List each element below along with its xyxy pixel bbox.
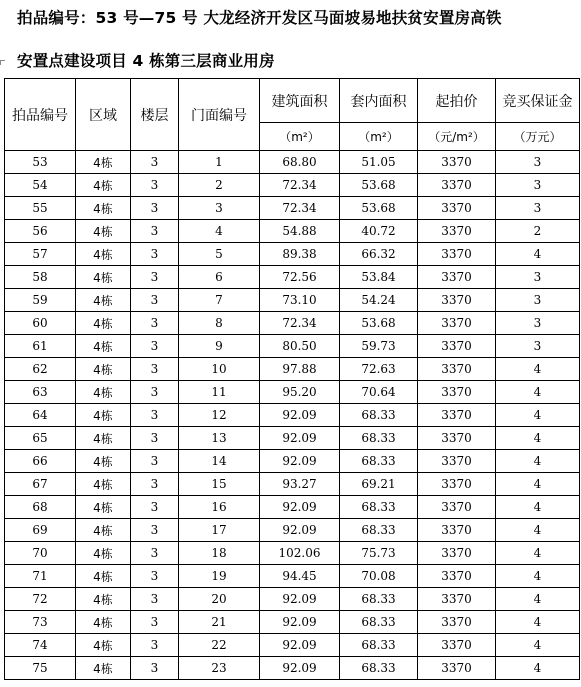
cell-region: 4栋: [76, 289, 131, 312]
cell-region: 4栋: [76, 427, 131, 450]
cell-build-area: 92.09: [260, 496, 340, 519]
cell-inner-area: 40.72: [340, 220, 418, 243]
cell-start-price: 3370: [418, 519, 496, 542]
cell-lot-no: 53: [5, 151, 76, 174]
cell-deposit: 4: [496, 588, 580, 611]
cell-inner-area: 68.33: [340, 519, 418, 542]
cell-region: 4栋: [76, 151, 131, 174]
cell-region: 4栋: [76, 450, 131, 473]
cell-build-area: 68.80: [260, 151, 340, 174]
cell-deposit: 3: [496, 197, 580, 220]
cell-floor: 3: [131, 289, 179, 312]
cell-deposit: 4: [496, 243, 580, 266]
cell-start-price: 3370: [418, 151, 496, 174]
cell-inner-area: 54.24: [340, 289, 418, 312]
cell-floor: 3: [131, 220, 179, 243]
cell-deposit: 2: [496, 220, 580, 243]
cell-deposit: 3: [496, 312, 580, 335]
cell-start-price: 3370: [418, 473, 496, 496]
cell-start-price: 3370: [418, 381, 496, 404]
cell-shop-no: 4: [179, 220, 260, 243]
cell-region: 4栋: [76, 404, 131, 427]
cell-lot-no: 59: [5, 289, 76, 312]
table-row: [5, 519, 580, 542]
cell-shop-no: 17: [179, 519, 260, 542]
cell-start-price: 3370: [418, 358, 496, 381]
cell-inner-area: 59.73: [340, 335, 418, 358]
cell-deposit: 4: [496, 404, 580, 427]
cell-lot-no: 64: [5, 404, 76, 427]
cell-floor: 3: [131, 197, 179, 220]
cell-inner-area: 68.33: [340, 496, 418, 519]
table-row: [5, 611, 580, 634]
cell-floor: 3: [131, 519, 179, 542]
cell-region: 4栋: [76, 519, 131, 542]
cell-inner-area: 68.33: [340, 634, 418, 657]
cell-floor: 3: [131, 588, 179, 611]
cell-floor: 3: [131, 565, 179, 588]
cell-inner-area: 53.68: [340, 312, 418, 335]
cell-region: 4栋: [76, 243, 131, 266]
cell-floor: 3: [131, 151, 179, 174]
cell-build-area: 72.34: [260, 174, 340, 197]
cell-region: 4栋: [76, 197, 131, 220]
cell-build-area: 92.09: [260, 519, 340, 542]
header-start-price-unit: （元/m²）: [418, 123, 496, 151]
cell-shop-no: 18: [179, 542, 260, 565]
cell-shop-no: 3: [179, 197, 260, 220]
cell-shop-no: 8: [179, 312, 260, 335]
cell-deposit: 4: [496, 657, 580, 680]
cell-lot-no: 75: [5, 657, 76, 680]
cell-deposit: 4: [496, 519, 580, 542]
cell-deposit: 4: [496, 358, 580, 381]
table-row: [5, 473, 580, 496]
cell-lot-no: 71: [5, 565, 76, 588]
cell-shop-no: 13: [179, 427, 260, 450]
header-deposit-unit: （万元）: [496, 123, 580, 151]
cell-floor: 3: [131, 266, 179, 289]
cell-start-price: 3370: [418, 404, 496, 427]
table-row: [5, 289, 580, 312]
cell-floor: 3: [131, 335, 179, 358]
table-row: [5, 404, 580, 427]
cell-lot-no: 69: [5, 519, 76, 542]
cell-region: 4栋: [76, 588, 131, 611]
cell-build-area: 92.09: [260, 657, 340, 680]
table-row: [5, 151, 580, 174]
table-header: [5, 79, 580, 151]
cell-shop-no: 7: [179, 289, 260, 312]
table-row: [5, 197, 580, 220]
cell-region: 4栋: [76, 381, 131, 404]
cell-start-price: 3370: [418, 450, 496, 473]
cell-shop-no: 20: [179, 588, 260, 611]
cell-floor: 3: [131, 496, 179, 519]
cell-deposit: 3: [496, 266, 580, 289]
cell-deposit: 3: [496, 335, 580, 358]
cell-build-area: 102.06: [260, 542, 340, 565]
cell-deposit: 4: [496, 427, 580, 450]
cell-start-price: 3370: [418, 289, 496, 312]
cell-region: 4栋: [76, 174, 131, 197]
cell-build-area: 72.34: [260, 312, 340, 335]
cell-floor: 3: [131, 243, 179, 266]
cell-shop-no: 12: [179, 404, 260, 427]
table-row: [5, 657, 580, 680]
cell-floor: 3: [131, 381, 179, 404]
cell-start-price: 3370: [418, 335, 496, 358]
header-inner-area: 套内面积: [340, 79, 418, 123]
cell-floor: 3: [131, 473, 179, 496]
cell-region: 4栋: [76, 634, 131, 657]
header-start-price: 起拍价: [418, 79, 496, 123]
cell-floor: 3: [131, 174, 179, 197]
cell-inner-area: 51.05: [340, 151, 418, 174]
cell-shop-no: 19: [179, 565, 260, 588]
table-row: [5, 335, 580, 358]
cell-shop-no: 6: [179, 266, 260, 289]
cell-inner-area: 68.33: [340, 404, 418, 427]
cell-floor: 3: [131, 358, 179, 381]
cell-deposit: 3: [496, 289, 580, 312]
cell-region: 4栋: [76, 312, 131, 335]
table-row: [5, 381, 580, 404]
table-body: [5, 151, 580, 680]
cell-build-area: 93.27: [260, 473, 340, 496]
cell-start-price: 3370: [418, 174, 496, 197]
cell-floor: 3: [131, 542, 179, 565]
cell-lot-no: 72: [5, 588, 76, 611]
cell-start-price: 3370: [418, 220, 496, 243]
cell-lot-no: 61: [5, 335, 76, 358]
header-shop-no: 门面编号: [179, 79, 260, 151]
cell-inner-area: 66.32: [340, 243, 418, 266]
table-row: [5, 220, 580, 243]
cell-lot-no: 56: [5, 220, 76, 243]
table-row: [5, 358, 580, 381]
cell-build-area: 92.09: [260, 450, 340, 473]
cell-inner-area: 53.84: [340, 266, 418, 289]
cell-inner-area: 68.33: [340, 427, 418, 450]
table-row: [5, 243, 580, 266]
auction-lots-table: [4, 78, 580, 680]
cell-region: 4栋: [76, 565, 131, 588]
cell-shop-no: 1: [179, 151, 260, 174]
cell-build-area: 72.34: [260, 197, 340, 220]
page-corner-mark: [0, 60, 5, 65]
cell-start-price: 3370: [418, 657, 496, 680]
cell-region: 4栋: [76, 542, 131, 565]
cell-build-area: 92.09: [260, 404, 340, 427]
cell-floor: 3: [131, 404, 179, 427]
cell-inner-area: 68.33: [340, 450, 418, 473]
table-row: [5, 496, 580, 519]
cell-shop-no: 10: [179, 358, 260, 381]
cell-shop-no: 15: [179, 473, 260, 496]
cell-deposit: 4: [496, 473, 580, 496]
document-title-line-1: 拍品编号：53 号—75 号 大龙经济开发区马面坡易地扶贫安置房高铁: [17, 9, 502, 27]
cell-shop-no: 2: [179, 174, 260, 197]
cell-floor: 3: [131, 427, 179, 450]
cell-inner-area: 53.68: [340, 197, 418, 220]
cell-start-price: 3370: [418, 197, 496, 220]
cell-lot-no: 55: [5, 197, 76, 220]
cell-deposit: 4: [496, 381, 580, 404]
cell-start-price: 3370: [418, 496, 496, 519]
cell-shop-no: 5: [179, 243, 260, 266]
cell-inner-area: 69.21: [340, 473, 418, 496]
cell-start-price: 3370: [418, 312, 496, 335]
cell-deposit: 3: [496, 151, 580, 174]
table-row: [5, 634, 580, 657]
cell-inner-area: 68.33: [340, 657, 418, 680]
table-row: [5, 450, 580, 473]
cell-region: 4栋: [76, 657, 131, 680]
cell-start-price: 3370: [418, 266, 496, 289]
cell-lot-no: 73: [5, 611, 76, 634]
cell-build-area: 95.20: [260, 381, 340, 404]
cell-build-area: 92.09: [260, 588, 340, 611]
cell-lot-no: 57: [5, 243, 76, 266]
cell-inner-area: 72.63: [340, 358, 418, 381]
cell-floor: 3: [131, 450, 179, 473]
cell-shop-no: 14: [179, 450, 260, 473]
header-lot-no: 拍品编号: [5, 79, 76, 151]
cell-shop-no: 23: [179, 657, 260, 680]
cell-build-area: 73.10: [260, 289, 340, 312]
cell-lot-no: 62: [5, 358, 76, 381]
cell-build-area: 80.50: [260, 335, 340, 358]
cell-inner-area: 68.33: [340, 611, 418, 634]
cell-region: 4栋: [76, 220, 131, 243]
table-row: [5, 565, 580, 588]
cell-start-price: 3370: [418, 588, 496, 611]
table-row: [5, 266, 580, 289]
cell-deposit: 3: [496, 174, 580, 197]
header-build-area-unit: （m²）: [260, 123, 340, 151]
cell-floor: 3: [131, 312, 179, 335]
cell-inner-area: 68.33: [340, 588, 418, 611]
table-row: [5, 542, 580, 565]
cell-inner-area: 53.68: [340, 174, 418, 197]
cell-deposit: 4: [496, 542, 580, 565]
table-row: [5, 588, 580, 611]
cell-floor: 3: [131, 611, 179, 634]
cell-start-price: 3370: [418, 565, 496, 588]
table-row: [5, 174, 580, 197]
cell-start-price: 3370: [418, 634, 496, 657]
cell-inner-area: 70.64: [340, 381, 418, 404]
cell-shop-no: 22: [179, 634, 260, 657]
cell-build-area: 92.09: [260, 611, 340, 634]
header-build-area: 建筑面积: [260, 79, 340, 123]
cell-floor: 3: [131, 634, 179, 657]
cell-lot-no: 58: [5, 266, 76, 289]
cell-lot-no: 63: [5, 381, 76, 404]
table-row: [5, 427, 580, 450]
cell-shop-no: 9: [179, 335, 260, 358]
cell-build-area: 92.09: [260, 634, 340, 657]
cell-region: 4栋: [76, 335, 131, 358]
cell-build-area: 89.38: [260, 243, 340, 266]
cell-shop-no: 21: [179, 611, 260, 634]
cell-floor: 3: [131, 657, 179, 680]
cell-lot-no: 65: [5, 427, 76, 450]
cell-shop-no: 11: [179, 381, 260, 404]
cell-deposit: 4: [496, 565, 580, 588]
header-deposit: 竞买保证金: [496, 79, 580, 123]
table-row: [5, 312, 580, 335]
cell-region: 4栋: [76, 496, 131, 519]
cell-lot-no: 54: [5, 174, 76, 197]
cell-deposit: 4: [496, 496, 580, 519]
cell-build-area: 54.88: [260, 220, 340, 243]
document-title-line-2: 安置点建设项目 4 栋第三层商业用房: [17, 52, 275, 70]
cell-build-area: 94.45: [260, 565, 340, 588]
cell-region: 4栋: [76, 266, 131, 289]
cell-lot-no: 67: [5, 473, 76, 496]
cell-build-area: 72.56: [260, 266, 340, 289]
cell-build-area: 92.09: [260, 427, 340, 450]
cell-inner-area: 70.08: [340, 565, 418, 588]
header-floor: 楼层: [131, 79, 179, 151]
cell-shop-no: 16: [179, 496, 260, 519]
cell-start-price: 3370: [418, 243, 496, 266]
cell-inner-area: 75.73: [340, 542, 418, 565]
cell-deposit: 4: [496, 450, 580, 473]
cell-lot-no: 60: [5, 312, 76, 335]
header-region: 区域: [76, 79, 131, 151]
cell-start-price: 3370: [418, 542, 496, 565]
cell-lot-no: 74: [5, 634, 76, 657]
header-inner-area-unit: （m²）: [340, 123, 418, 151]
cell-build-area: 97.88: [260, 358, 340, 381]
cell-region: 4栋: [76, 611, 131, 634]
cell-lot-no: 70: [5, 542, 76, 565]
cell-region: 4栋: [76, 358, 131, 381]
cell-lot-no: 68: [5, 496, 76, 519]
cell-region: 4栋: [76, 473, 131, 496]
cell-start-price: 3370: [418, 611, 496, 634]
cell-lot-no: 66: [5, 450, 76, 473]
cell-deposit: 4: [496, 611, 580, 634]
cell-start-price: 3370: [418, 427, 496, 450]
cell-deposit: 4: [496, 634, 580, 657]
